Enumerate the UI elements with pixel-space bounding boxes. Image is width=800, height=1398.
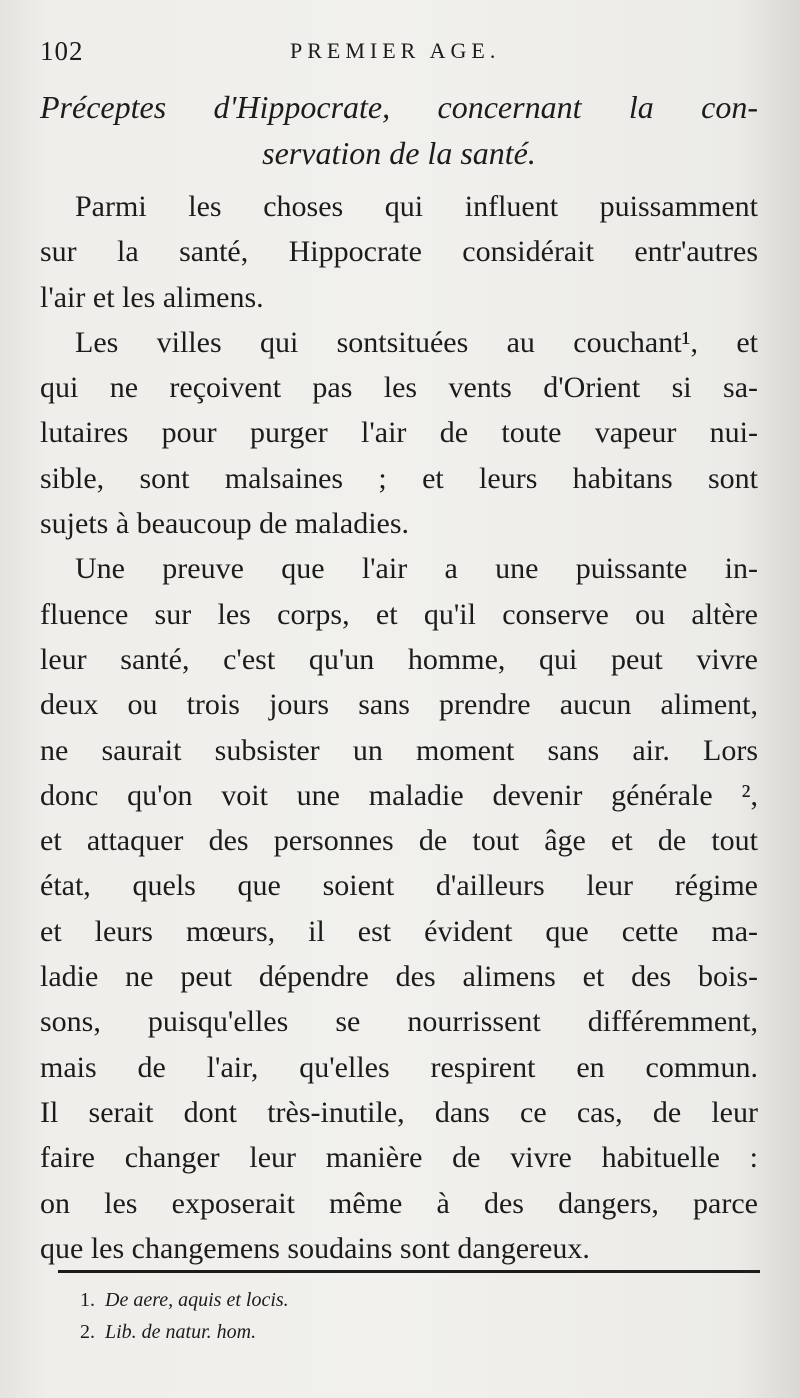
footnotes [80, 1284, 760, 1348]
text-line: mais de l'air, qu'elles respirent en commun. [40, 1050, 758, 1084]
text-line: état, quels que soient d'ailleurs leur régime [40, 869, 758, 903]
text-line: sur la santé, Hippocrate considérait entr'autres [40, 235, 758, 269]
text-line: qui ne reçoivent pas les vents d'Orient si sa- [40, 371, 758, 405]
text-line: que les changemens soudains sont dangereux. [40, 1231, 590, 1265]
footnote [80, 1316, 760, 1348]
text-line: Les villes qui sontsituées au couchant¹, et [75, 325, 758, 359]
text-line: Parmi les choses qui influent puissamment [75, 190, 758, 223]
text-line: Il serait dont très-inutile, dans ce cas, de leur [40, 1095, 758, 1129]
footnote-number: 1. [80, 1289, 95, 1311]
text-line: sible, sont malsaines ; et leurs habitans sont [40, 461, 758, 495]
footnote [80, 1284, 760, 1316]
footnote-number: 2. [80, 1321, 95, 1343]
text-line: et attaquer des personnes de tout âge et de tout [40, 824, 758, 858]
page-header [40, 30, 760, 80]
text-line: lutaires pour purger l'air de toute vapeur nui- [40, 416, 758, 450]
footnote-divider [58, 1270, 760, 1273]
text-line: leur santé, c'est qu'un homme, qui peut vivre [40, 642, 758, 676]
running-head: PREMIER AGE. [290, 38, 501, 63]
footnote-text: De aere, aquis et locis. [105, 1289, 289, 1311]
title-line: servation de la santé. [262, 135, 536, 171]
text-line: et leurs mœurs, il est évident que cette ma- [40, 914, 758, 948]
title-line: Préceptes d'Hippocrate, concernant la con- [40, 89, 758, 125]
text-line: on les exposerait même à des dangers, parce [40, 1186, 758, 1220]
body-text [40, 184, 758, 1271]
text-line: l'air et les alimens. [40, 280, 264, 314]
text-line: Une preuve que l'air a une puissante in- [75, 552, 758, 586]
text-line: sujets à beaucoup de maladies. [40, 507, 410, 541]
text-line: ne saurait subsister un moment sans air. Lors [40, 733, 758, 767]
text-line: faire changer leur manière de vivre habituelle : [40, 1141, 758, 1175]
section-title [40, 84, 758, 176]
text-line: ladie ne peut dépendre des alimens et des bois- [40, 960, 758, 994]
page-number: 102 [40, 36, 84, 66]
text-line: deux ou trois jours sans prendre aucun aliment, [40, 688, 758, 722]
text-line: donc qu'on voit une maladie devenir générale ², [40, 778, 758, 812]
footnote-text: Lib. de natur. hom. [105, 1321, 257, 1343]
text-line: sons, puisqu'elles se nourrissent différemment, [40, 1005, 758, 1039]
text-line: fluence sur les corps, et qu'il conserve ou altère [40, 597, 758, 631]
